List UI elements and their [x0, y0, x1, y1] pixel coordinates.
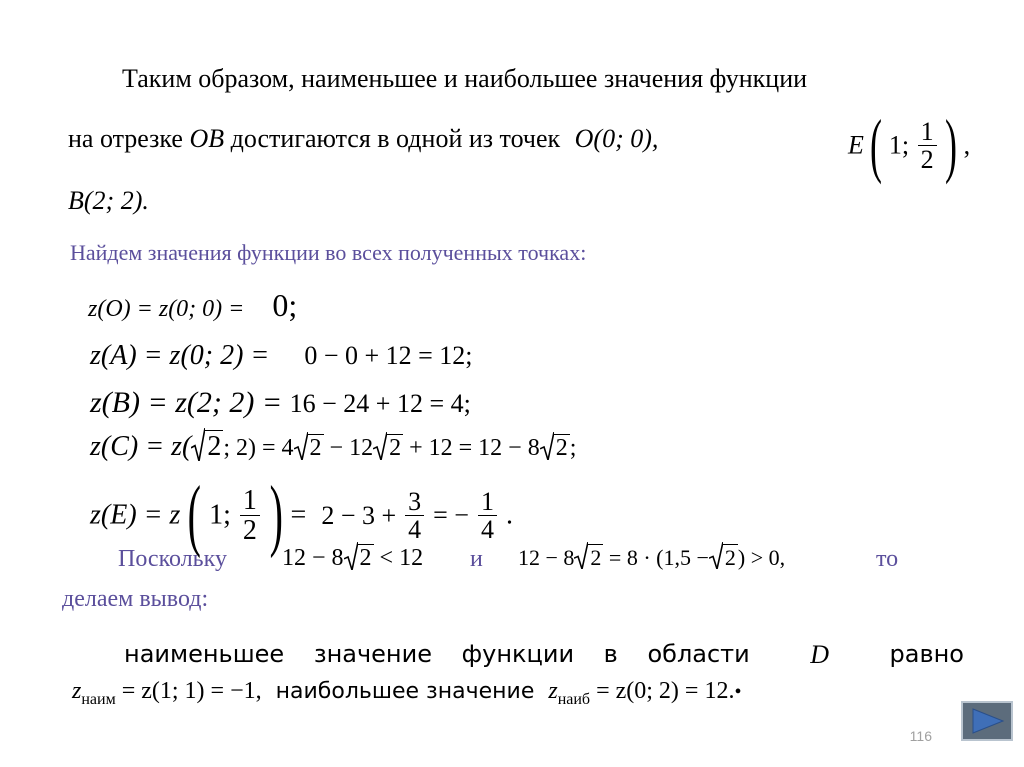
point-e-x: 1; — [888, 130, 910, 160]
domain-d: D — [810, 640, 830, 669]
ineq2-b: = 8 · (1,5 − — [603, 545, 709, 570]
make-conclusion: делаем вывод: — [62, 586, 209, 612]
z-e-dot: . — [505, 499, 513, 531]
z-e-lhs: z(E) = z — [90, 499, 181, 531]
z-max-sub: наиб — [557, 691, 591, 708]
z-b-line — [90, 386, 471, 420]
z-max: z — [548, 678, 558, 704]
point-b: B(2; 2). — [68, 186, 149, 215]
right-paren: ) — [269, 471, 283, 559]
fraction-denominator: 2 — [242, 515, 257, 546]
fraction-denominator: 4 — [480, 515, 494, 544]
z-e-x: 1; — [209, 499, 231, 531]
z-e-eq: = — [290, 499, 307, 531]
result-line-2 — [72, 678, 741, 709]
radicand: 2 — [207, 431, 222, 462]
sqrt-2 — [709, 544, 738, 571]
sqrt-2 — [574, 544, 603, 571]
point-e-fraction — [918, 118, 937, 174]
point-o: O(0; 0), — [574, 124, 659, 153]
right-paren: ) — [945, 105, 958, 185]
z-min-value: = z(1; 1) = −1, — [115, 678, 262, 704]
z-e-fraction — [240, 486, 260, 546]
ineq1-left: 12 − 8 — [282, 545, 344, 571]
find-values-line: Найдем значения функции во всех полученных точках: — [70, 240, 587, 265]
point-e — [848, 104, 970, 187]
fraction-denominator: 4 — [408, 515, 422, 544]
sqrt-2 — [344, 544, 374, 572]
z-e-fraction-2 — [405, 488, 424, 544]
next-slide-button[interactable] — [961, 701, 1013, 741]
z-c-part3: + 12 = 12 − 8 — [403, 435, 540, 461]
z-min: z — [72, 678, 82, 704]
z-o-line — [88, 287, 297, 324]
result-text-1: наименьшее значение функции в области — [124, 640, 750, 668]
z-e-rhs1: 2 − 3 + — [321, 500, 397, 530]
inequality-1 — [282, 544, 423, 572]
z-b-lhs: z(B) = z(2; 2) = — [90, 386, 283, 419]
sqrt-2 — [294, 434, 324, 462]
z-c-lhs: z(C) = z( — [90, 431, 192, 462]
ineq2-a: 12 − 8 — [518, 545, 575, 570]
radicand: 2 — [590, 545, 602, 570]
text-on-segment: на отрезке — [68, 124, 183, 153]
text-reached: достигаются в одной из точек — [230, 124, 561, 153]
since-word: Поскольку — [118, 546, 227, 572]
fraction-numerator: 1 — [918, 118, 937, 146]
z-o-lhs: z(O) = z(0; 0) = — [88, 296, 245, 322]
z-c-line — [90, 430, 576, 463]
z-a-line — [90, 340, 473, 372]
comma: , — [963, 130, 971, 160]
z-e-fraction-3 — [478, 488, 497, 544]
radicand: 2 — [309, 435, 322, 461]
result-text-2: равно — [889, 640, 964, 668]
z-a-lhs: z(A) = z(0; 2) = — [90, 340, 270, 371]
z-max-value: = z(0; 2) = 12. — [590, 678, 735, 704]
then-word: то — [876, 546, 899, 572]
fraction-numerator: 1 — [240, 486, 260, 516]
page-number: 116 — [909, 728, 932, 744]
z-o-rhs: 0; — [272, 287, 298, 323]
fraction-denominator: 2 — [920, 145, 934, 174]
z-min-sub: наим — [81, 691, 116, 708]
z-b-rhs: 16 − 24 + 12 = 4; — [289, 389, 471, 418]
and-word: и — [470, 546, 483, 572]
point-e-label: E — [848, 130, 864, 160]
paragraph-line-1: Таким образом, наименьшее и наибольшее значения функции — [122, 64, 808, 93]
ineq2-c: ) > 0, — [737, 545, 786, 570]
result-line-1 — [124, 640, 964, 670]
radicand: 2 — [724, 545, 736, 570]
z-e-rhs2: = − — [433, 500, 469, 530]
sqrt-2 — [191, 430, 223, 463]
sqrt-2 — [540, 434, 570, 462]
end-bullet: • — [734, 681, 742, 703]
z-a-rhs: 0 − 0 + 12 = 12; — [304, 341, 473, 370]
sqrt-2 — [373, 434, 403, 462]
segment-ob: OB — [189, 124, 225, 153]
paragraph-line-2 — [68, 124, 658, 154]
fraction-numerator: 3 — [405, 488, 424, 516]
play-next-icon — [969, 707, 1007, 735]
left-paren: ( — [188, 471, 202, 559]
result-text-3: наибольшее значение — [275, 679, 535, 704]
z-c-mid: ; 2) = 4 — [223, 435, 294, 461]
left-paren: ( — [870, 105, 883, 185]
fraction-numerator: 1 — [478, 488, 497, 516]
radicand: 2 — [555, 435, 568, 461]
radicand: 2 — [359, 545, 372, 571]
z-c-part2: − 12 — [323, 435, 374, 461]
inequality-2 — [518, 544, 785, 571]
ineq1-right: < 12 — [373, 545, 424, 571]
z-c-end: ; — [569, 435, 577, 461]
radicand: 2 — [389, 435, 402, 461]
